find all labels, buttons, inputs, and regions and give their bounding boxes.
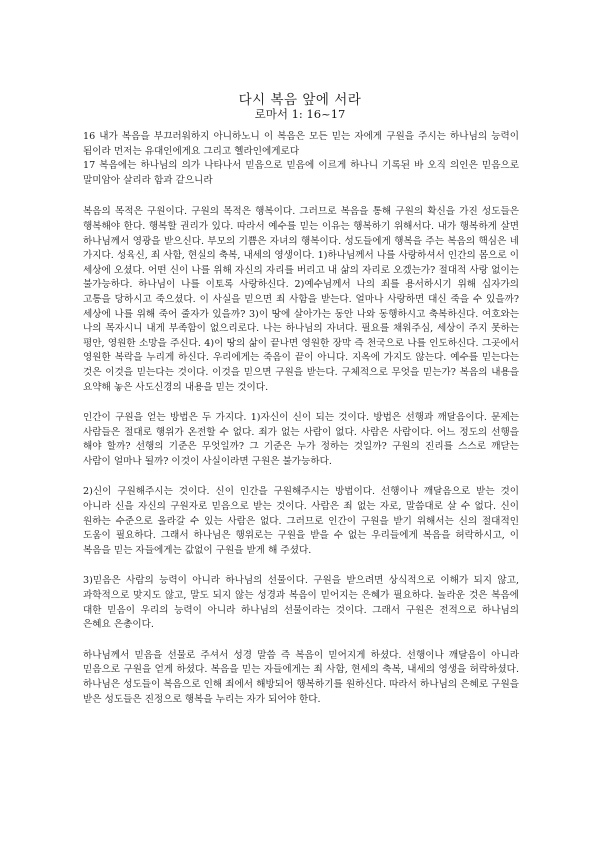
paragraph-faith-is-gift: 3)믿음은 사람의 능력이 아니라 하나님의 선물이다. 구원을 받으려면 상식적으로 이해가 되지 않고, 과학적으로 맞지도 않고, 말도 되지 않는 성경과 복음이 믿어지는 은혜가 필요하다. 놀라운 것은 복음에 대한 믿음이 우리의 능력이 아니라 하나님의 선물이라는 것이다. 그래서 구원은 전적으로 하나님의 은혜요 은총이다. — [83, 575, 519, 631]
document-body — [83, 130, 519, 707]
scripture-reference: 로마서 1: 16~17 — [254, 107, 346, 121]
paragraph-purpose-of-gospel: 복음의 목적은 구원이다. 구원의 목적은 행복이다. 그러므로 복음을 통해 구원의 확신을 가진 성도들은 행복해야 한다. 행복할 권리가 있다. 따라서 예수를 믿는 이유는 행복하기 위해서다. 내가 행복하게 살면 하나님께서 영광을 받으신다. 부모의 기쁨은 자녀의 행복이다. 성도들에게 행복을 주는 복음의 핵심은 네 가지다. 성육신, 죄 사함, 현실의 축복, 내세의 영생이다. 1)하나님께서 나를 사랑하셔서 인간의 몸으로 이 세상에 오셨다. 어떤 신이 나를 위해 자신의 자리를 버리고 내 삶의 자리로 오겠는가? 절대적 사랑 없이는 불가능하다. 하나님이 나를 이토록 사랑하신다. 2)예수님께서 나의 죄를 용서하시기 위해 십자가의 고통을 당하시고 죽으셨다. 이 사실을 믿으면 죄 사함을 받는다. 얼마나 사랑하면 대신 죽을 수 있을까? 세상에 나를 위해 죽어 줄자가 있을까? 3)이 땅에 살아가는 동안 나와 동행하시고 축복하신다. 여호와는 나의 목자시니 내게 부족함이 없으리로다. 나는 하나님의 자녀다. 필요를 채워주심, 세상이 주지 못하는 평안, 영원한 소망을 주신다. 4)이 땅의 삶이 끝나면 영원한 장막 즉 천국으로 나를 인도하신다. 그곳에서 영원한 복락을 누리게 하신다. 우리에게는 죽음이 끝이 아니다. 지옥에 가지도 않는다. 예수를 믿는다는 것은 이것을 믿는다는 것이다. 이것을 믿으면 구원을 받는다. 구체적으로 무엇을 믿는가? 복음의 내용을 요약해 놓은 사도신경의 내용을 믿는 것이다. — [83, 206, 519, 393]
paragraph-conclusion: 하나님께서 믿음을 선물로 주셔서 성경 말씀 즉 복음이 믿어지게 하셨다. 선행이나 깨달음이 아니라 믿음으로 구원을 얻게 하셨다. 복음을 믿는 자들에게는 죄 사함, 현세의 축복, 내세의 영생을 허락하셨다. 하나님은 성도들이 복음으로 인해 죄에서 해방되어 행복하기를 원하신다. 따라서 하나님의 은혜로 구원을 받은 성도들은 진정으로 행복을 누리는 자가 되어야 한다. — [83, 649, 519, 705]
paragraph-ways-of-salvation: 인간이 구원을 얻는 방법은 두 가지다. 1)자신이 신이 되는 것이다. 방법은 선행과 깨달음이다. 문제는 사람들은 절대로 행위가 온전할 수 없다. 죄가 없는 사람이 없다. 사람은 사람이다. 어느 정도의 선행을 해야 할까? 선행의 기준은 무엇일까? 그 기준은 누가 정하는 것일까? 구원의 진리를 스스로 깨닫는 사람이 얼마나 될까? 이것이 사실이라면 구원은 불가능하다. — [83, 412, 519, 467]
document-title: 다시 복음 앞에 서라 — [238, 92, 362, 108]
paragraph-god-saves: 2)신이 구원해주시는 것이다. 신이 인간을 구원해주시는 방법이다. 선행이나 깨달음으로 받는 것이 아니라 신을 자신의 구원자로 믿음으로 받는 것이다. 사람은 죄 없는 자로, 말씀대로 살 수 없다. 신이 원하는 수준으로 올라갈 수 있는 사람은 없다. 그러므로 인간이 구원을 받기 위해서는 신의 절대적인 도움이 필요하다. 그래서 하나님은 행위로는 구원을 받을 수 없는 우리들에게 복음을 허락하시고, 이 복음을 믿는 자들에게는 값없이 구원을 받게 해 주셨다. — [83, 486, 519, 556]
verse-17: 17 복음에는 하나님의 의가 나타나서 믿음으로 믿음에 이르게 하나니 기록된 바 오직 의인은 믿음으로 말미암아 살리라 함과 같으니라 — [83, 160, 519, 186]
verse-16: 16 내가 복음을 부끄러워하지 아니하노니 이 복음은 모든 믿는 자에게 구원을 주시는 하나님의 능력이 됨이라 먼저는 유대인에게요 그리고 헬라인에게로다 — [83, 131, 519, 157]
